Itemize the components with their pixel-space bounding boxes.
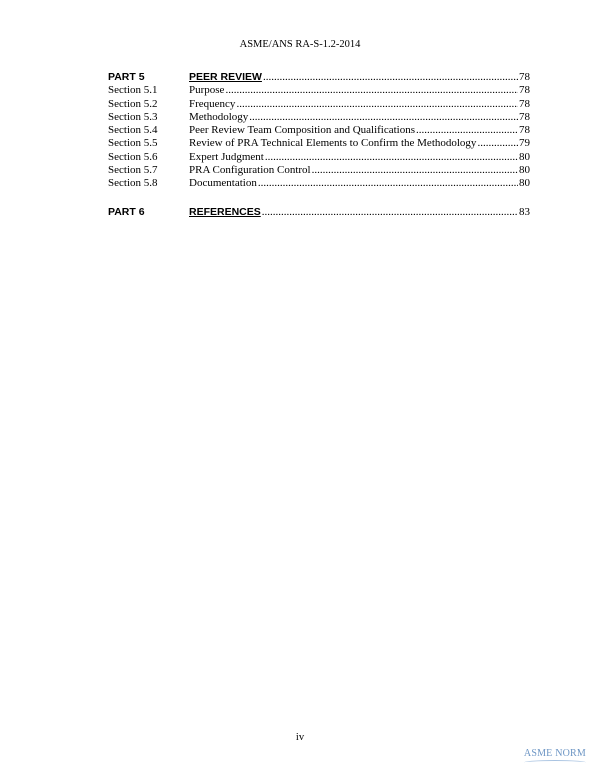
- toc-entry: [189, 206, 530, 219]
- part-title: REFERENCES: [189, 205, 261, 218]
- section-number: Section 5.3: [108, 110, 158, 123]
- page-number: 80: [519, 164, 530, 177]
- asme-norm-watermark: [524, 748, 586, 765]
- section-title: Frequency: [189, 97, 236, 110]
- part-title: PEER REVIEW: [189, 71, 262, 83]
- dot-leader: [312, 164, 518, 177]
- page-number: 83: [519, 205, 530, 218]
- section-number: Section 5.5: [108, 137, 158, 150]
- section-title: Peer Review Team Composition and Qualifications: [189, 124, 416, 137]
- part-number: PART 6: [108, 205, 145, 218]
- toc-entry: [189, 177, 530, 190]
- dot-leader: [416, 124, 518, 137]
- section-title: Expert Judgment: [189, 150, 264, 163]
- section-title: Methodology: [189, 110, 249, 123]
- toc-entry: [189, 98, 530, 111]
- dot-leader: [265, 151, 518, 164]
- toc-part-5: [108, 71, 530, 84]
- dot-leader: [225, 84, 518, 97]
- toc-entry: [189, 84, 530, 97]
- page-footer-number: iv: [295, 732, 305, 743]
- section-number: Section 5.8: [108, 177, 158, 190]
- toc-section-5-3: [108, 111, 530, 124]
- dot-leader: [236, 98, 518, 111]
- watermark-text: ASME NORM: [523, 748, 586, 759]
- table-of-contents: [108, 71, 530, 219]
- toc-part-6: [108, 206, 530, 219]
- toc-section-5-5: [108, 137, 530, 150]
- section-number: Section 5.4: [108, 124, 158, 137]
- toc-entry: [189, 71, 530, 84]
- toc-entry: [189, 137, 530, 150]
- toc-section-5-8: [108, 177, 530, 190]
- section-title: PRA Configuration Control: [189, 164, 311, 177]
- page-number: 80: [519, 177, 530, 190]
- page-number: 78: [519, 71, 530, 83]
- section-number: Section 5.7: [108, 164, 158, 177]
- toc-entry: [189, 124, 530, 137]
- page-number: 78: [519, 97, 530, 110]
- page-number: 78: [519, 110, 530, 123]
- dot-leader: [262, 206, 518, 219]
- running-header: ASME/ANS RA-S-1.2-2014: [239, 39, 361, 50]
- section-number: Section 5.2: [108, 97, 158, 110]
- page-number: 78: [519, 124, 530, 137]
- toc-section-5-6: [108, 151, 530, 164]
- toc-entry: [189, 111, 530, 124]
- dot-leader: [263, 71, 518, 84]
- section-number: Section 5.6: [108, 150, 158, 163]
- toc-section-5-7: [108, 164, 530, 177]
- dot-leader: [258, 177, 518, 190]
- toc-entry: [189, 164, 530, 177]
- section-title: Documentation: [189, 177, 257, 190]
- toc-section-5-1: [108, 84, 530, 97]
- section-title: Review of PRA Technical Elements to Confirm the Methodology: [189, 137, 477, 150]
- toc-section-5-4: [108, 124, 530, 137]
- toc-entry: [189, 151, 530, 164]
- watermark-swoosh: [524, 760, 586, 765]
- section-title: Purpose: [189, 84, 225, 97]
- page-number: 79: [519, 137, 530, 150]
- toc-section-5-2: [108, 98, 530, 111]
- page-number: 78: [519, 84, 530, 97]
- spacer: [108, 191, 530, 206]
- dot-leader: [249, 111, 518, 124]
- dot-leader: [477, 137, 518, 150]
- section-number: Section 5.1: [108, 84, 158, 97]
- page-number: 80: [519, 150, 530, 163]
- part-number: PART 5: [108, 71, 145, 83]
